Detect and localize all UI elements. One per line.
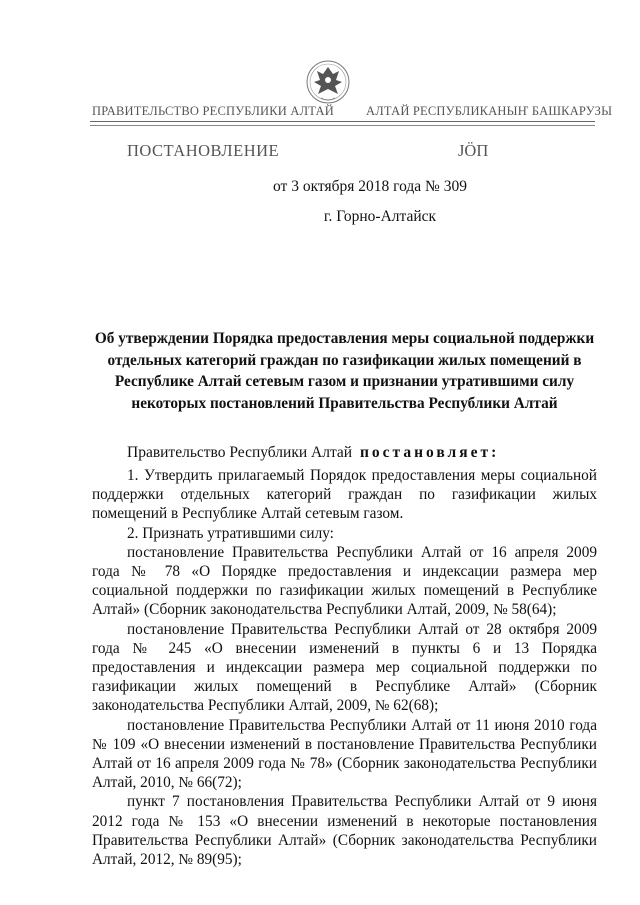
resolution-line — [127, 444, 499, 462]
document-body — [92, 466, 597, 869]
resolution-verb: постановляет: — [359, 444, 500, 461]
decree-date: от 3 октября 2018 года № 309 — [273, 178, 467, 195]
paragraph: постановление Правительства Республики Алтай от 28 октября 2009 года № 245 «О внесении изменений в пункты 6 и 13 Порядка предоставления и индексации размера мер социальной поддержки по газификации жилых помещений в Республике Алтай» (Сборник законодательства Республики Алтай, 2009, № 62(68); — [92, 620, 597, 715]
paragraph: 1. Утвердить прилагаемый Порядок предоставления меры социальной поддержки отдельных категорий граждан по газификации жилых помещений в Республике Алтай сетевым газом. — [92, 467, 597, 523]
header-divider — [90, 121, 595, 122]
paragraph: пункт 7 постановления Правительства Республики Алтай от 9 июня 2012 года № 153 «О внесении изменений в некоторые постановления Правительства Республики Алтай» (Сборник законодательства Республики Алтай, 2012, № 89(95); — [92, 793, 597, 869]
paragraph: 2. Признать утратившими силу: — [127, 524, 334, 542]
header-divider-secondary — [90, 125, 595, 126]
header-left-title: ПРАВИТЕЛЬСТВО РЕСПУБЛИКИ АЛТАЙ — [92, 104, 334, 118]
paragraph: постановление Правительства Республики Алтай от 16 апреля 2009 года № 78 «О Порядке предоставления и индексации размера мер социальной поддержки по газификации жилых помещений в Республике Алтай» (Сборник законодательства Республики Алтай, 2009, № 58(64); — [92, 543, 597, 619]
coat-of-arms-emblem — [305, 58, 351, 108]
document-title: Об утверждении Порядка предоставления меры социальной поддержки отдельных категорий граждан по газификации жилых помещений в Республике Алтай сетевым газом и признании утратившими силу некоторых постановлений Правительства Республики Алтай — [94, 330, 595, 412]
paragraph: постановление Правительства Республики Алтай от 11 июня 2010 года № 109 «О внесении изменений в постановление Правительства Республики Алтай от 16 апреля 2009 года № 78» (Сборник законодательства Республики Алтай, 2010, № 66(72); — [92, 716, 597, 792]
decree-city: г. Горно-Алтайск — [323, 208, 437, 225]
decree-label: ПОСТАНОВЛЕНИЕ — [127, 141, 280, 160]
header-right-title: АЛТАЙ РЕСПУБЛИКАНЫҤ БАШКАРУЗЫ — [366, 104, 613, 118]
resolution-lead: Правительство Республики Алтай — [127, 444, 353, 461]
decree-label-altai: JÖП — [458, 141, 489, 160]
